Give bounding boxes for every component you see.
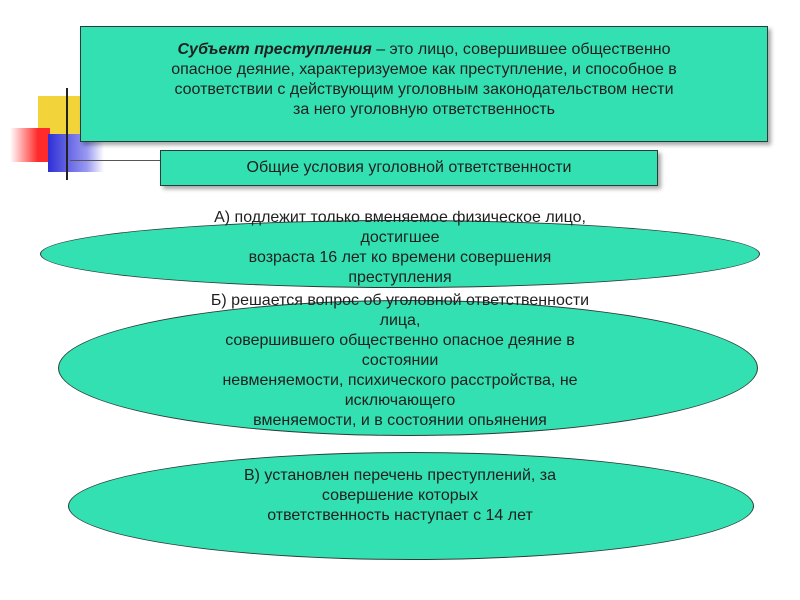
condition-b-line: состоянии xyxy=(361,352,439,369)
conditions-title-box xyxy=(160,150,658,186)
condition-a-text xyxy=(100,208,700,288)
condition-c-line: совершение которых xyxy=(321,487,479,504)
condition-b-line: Б) решается вопрос об уголовной ответственности xyxy=(210,292,590,309)
condition-b-line: лица, xyxy=(379,312,421,329)
definition-line-4: за него уголовную ответственность xyxy=(293,101,555,118)
condition-a-line: возраста 16 лет ко времени совершения xyxy=(248,249,552,266)
condition-a-line: преступления xyxy=(348,269,452,286)
condition-a-line: достигшее xyxy=(360,229,440,246)
condition-b-text xyxy=(100,291,700,431)
condition-c-line: В) установлен перечень преступлений, за xyxy=(243,467,557,484)
definition-line-3: соответствии с действующим уголовным законодательством нести xyxy=(174,81,674,98)
condition-b-line: исключающего xyxy=(344,392,456,409)
definition-box xyxy=(80,26,768,142)
condition-c-line: ответственность наступает с 14 лет xyxy=(267,507,533,524)
condition-c-text xyxy=(100,466,700,526)
definition-line-2: опасное деяние, характеризуемое как преступление, и способное в xyxy=(171,61,677,78)
definition-line-1 xyxy=(101,40,747,60)
conditions-title: Общие условия уголовной ответственности xyxy=(246,159,572,176)
definition-rest-line-1: – это лицо, совершившее общественно xyxy=(371,41,671,58)
condition-a-line: А) подлежит только вменяемое физическое лицо, xyxy=(214,209,586,226)
definition-term: Субъект преступления xyxy=(177,41,372,58)
vertical-line-decoration xyxy=(66,88,68,180)
red-square-decoration xyxy=(10,128,50,162)
condition-b-line: вменяемости, и в состоянии опьянения xyxy=(253,412,547,429)
condition-b-line: совершившего общественно опасное деяние в xyxy=(225,332,575,349)
condition-b-line: невменяемости, психического расстройства, не xyxy=(222,372,578,389)
